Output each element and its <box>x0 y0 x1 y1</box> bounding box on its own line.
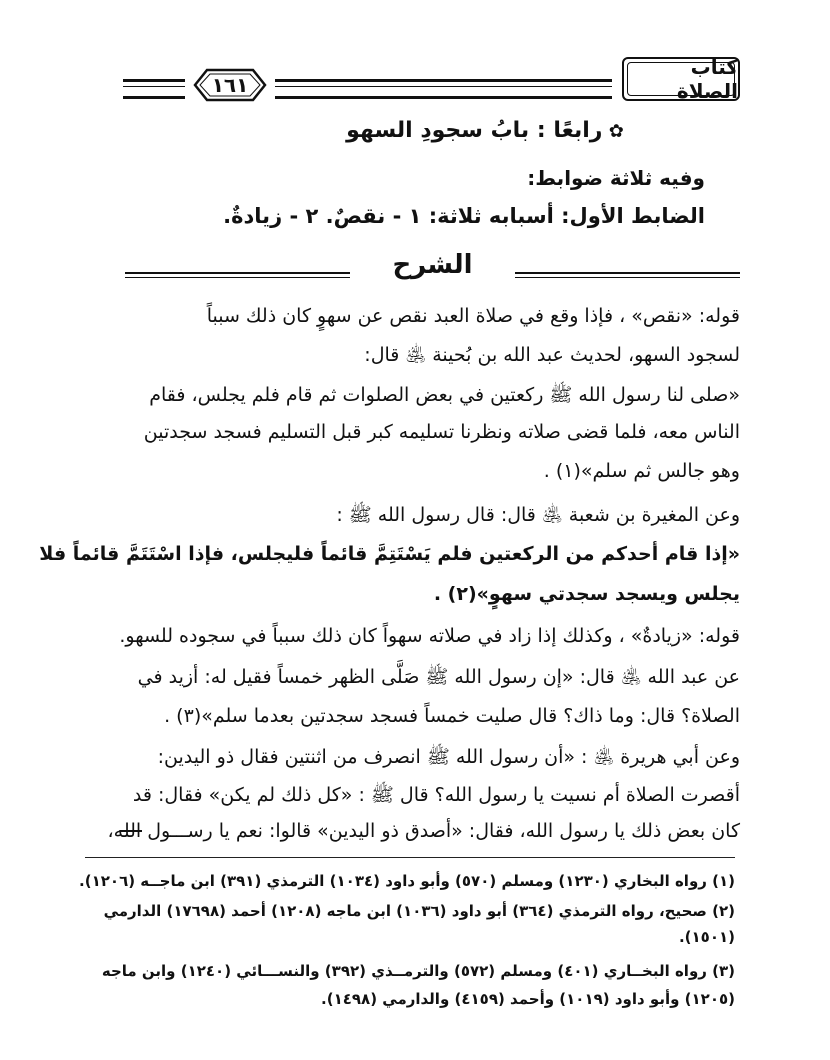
sharh-rule-left <box>125 272 350 274</box>
page-number: ١٦١ <box>211 73 249 97</box>
book-title-text: كتاب الصلاة <box>676 55 738 103</box>
body-line: «صلى لنا رسول الله ﷺ ركعتين في بعض الصلوات ثم قام فلم يجلس، فقام <box>149 384 740 406</box>
sharh-heading <box>125 250 740 286</box>
footnote: (١٥٠١). <box>678 928 735 946</box>
body-line: قوله: «نقص» ، فإذا وقع في صلاة العبد نقص عن سهوٍ كان ذلك سبباً <box>206 305 740 327</box>
flower-icon: ✿ <box>602 121 624 142</box>
footnote: (٢) صحيح، رواه الترمذي (٣٦٤) أبو داود (١٠٣٦) ابن ماجه (١٢٠٨) أحمد (١٧٦٩٨) الدارمي <box>103 902 735 920</box>
page-number-badge <box>185 67 275 103</box>
body-line: لسجود السهو، لحديث عبد الله بن بُحينة ﵁ قال: <box>364 344 740 366</box>
section-title <box>285 118 685 143</box>
body-line: «إذا قام أحدكم من الركعتين فلم يَسْتَتِمَّ قائماً فليجلس، فإذا اسْتَتَمَّ قائماً فلا <box>39 543 740 565</box>
body-line: وعن أبي هريرة ﵁ : «أن رسول الله ﷺ انصرف من اثنتين فقال ذو اليدين: <box>157 746 740 768</box>
body-line: وعن المغيرة بن شعبة ﵁ قال: قال رسول الله ﷺ : <box>336 504 740 526</box>
body-line: الصلاة؟ قال: وما ذاك؟ قال صليت خمساً فسجد سجدتين بعدما سلم»(٣) . <box>164 705 740 727</box>
section-title-text: رابعًا : بابُ سجودِ السهو <box>346 118 603 143</box>
body-line: أقصرت الصلاة أم نسيت يا رسول الله؟ قال ﷺ : «كل ذلك لم يكن» فقال: قد <box>132 784 740 806</box>
footnote-rule <box>85 857 735 858</box>
body-line: الناس معه، فلما قضى صلاته ونظرنا تسليمه كبر قبل التسليم فسجد سجدتين <box>143 421 740 443</box>
sharh-rule-right <box>515 272 740 274</box>
footnote: (١) رواه البخاري (١٢٣٠) ومسلم (٥٧٠) وأبو داود (١٠٣٤) الترمذي (٣٩١) ابن ماجــه (١٢٠٦). <box>79 872 735 890</box>
section-rule-1: الضابط الأول: أسبابه ثلاثة: ١ - نقصٌ. ٢ - زيادةٌ. <box>223 204 705 228</box>
book-title <box>622 57 740 101</box>
continuation-mark <box>120 830 142 832</box>
footnote: (٣) رواه البخــاري (٤٠١) ومسلم (٥٧٢) والترمــذي (٣٩٢) والنســـائي (١٢٤٠) وابن ماجه <box>101 962 735 980</box>
body-line: يجلس ويسجد سجدتي سهوٍ»(٢) . <box>433 583 740 605</box>
sharh-heading-text: الشرح <box>392 250 473 280</box>
body-line: كان بعض ذلك يا رسول الله، فقال: «أصدق ذو اليدين» قالوا: نعم يا رســـول الله، <box>107 820 740 842</box>
body-line: وهو جالس ثم سلم»(١) . <box>543 460 740 482</box>
footnote: (١٢٠٥) وأبو داود (١٠١٩) وأحمد (٤١٥٩) والدارمي (١٤٩٨). <box>321 990 735 1008</box>
section-intro: وفيه ثلاثة ضوابط: <box>527 166 705 190</box>
body-line: قوله: «زيادةٌ» ، وكذلك إذا زاد في صلاته سهواً كان ذلك سبباً في سجوده للسهو. <box>119 625 740 647</box>
page-header <box>105 55 740 110</box>
body-line: عن عبد الله ﵁ قال: «إن رسول الله ﷺ صَلَّى الظهر خمساً فقيل له: أزيد في <box>137 666 740 688</box>
